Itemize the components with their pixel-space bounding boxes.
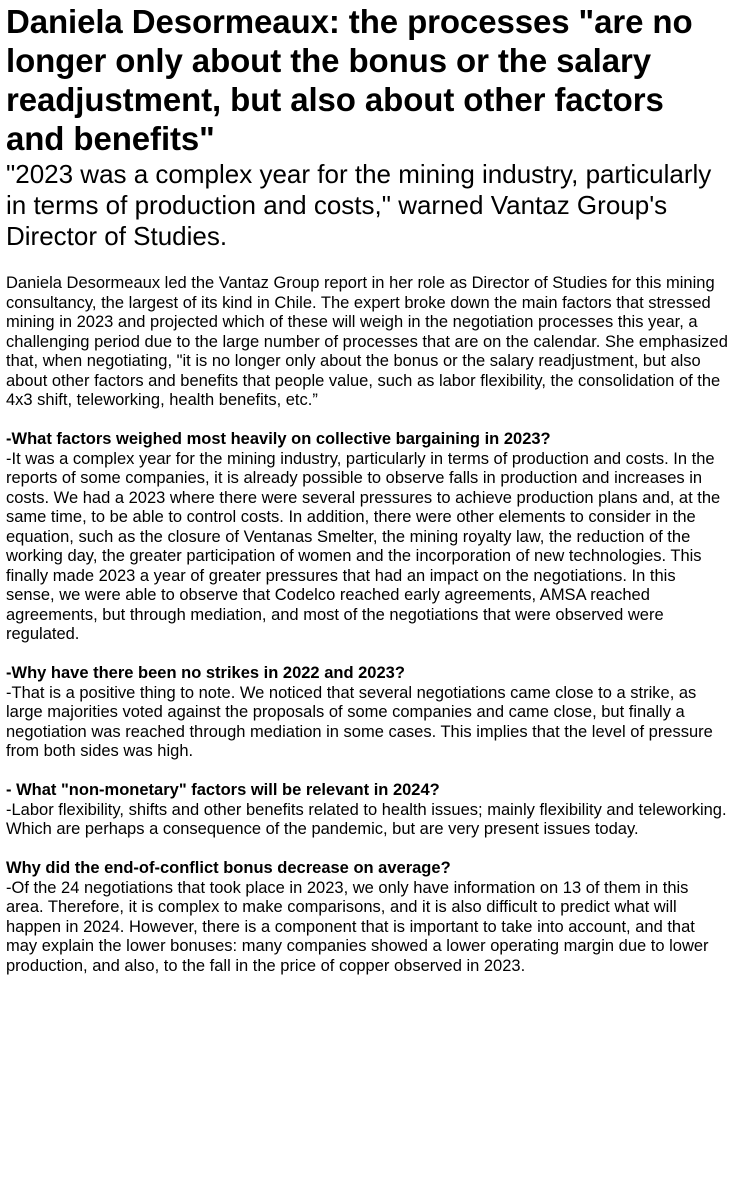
interview-answer: -That is a positive thing to note. We noticed that several negotiations came close to a strike, as large majorities voted against the proposals of some companies and came close, but finally a negotiation was reached through mediation in some cases. This implies that the level of pressure from both sides was high. <box>6 683 713 760</box>
article-headline: Daniela Desormeaux: the processes "are no longer only about the bonus or the salary readjustment, but also about other factors and benefits" <box>6 3 693 157</box>
qa-block <box>6 859 728 976</box>
interview-question: -Why have there been no strikes in 2022 and 2023? <box>6 664 405 682</box>
interview-question: - What "non-monetary" factors will be relevant in 2024? <box>6 781 440 799</box>
article-subtitle: "2023 was a complex year for the mining industry, particularly in terms of production and costs," warned Vantaz Group's Director of Studies. <box>6 159 712 251</box>
article-intro: Daniela Desormeaux led the Vantaz Group report in her role as Director of Studies for this mining consultancy, the largest of its kind in Chile. The expert broke down the main factors that stressed mining in 2023 and projected which of these will weigh in the negotiation processes this year, a challenging period due to the large number of processes that are on the calendar. She emphasized that, when negotiating, "it is no longer only about the bonus or the salary readjustment, but also about other factors and benefits that people value, such as labor flexibility, the consolidation of the 4x3 shift, teleworking, health benefits, etc.” <box>6 274 728 409</box>
qa-block <box>6 781 728 840</box>
article-body <box>6 274 728 976</box>
qa-block <box>6 430 728 645</box>
qa-block <box>6 664 728 762</box>
interview-answer: -Of the 24 negotiations that took place in 2023, we only have information on 13 of them in this area. Therefore, it is complex to make comparisons, and it is also difficult to predict what will happen in 2024. However, there is a component that is important to take into account, and that may explain the lower bonuses: many companies showed a lower operating margin due to lower production, and also, to the fall in the price of copper observed in 2023. <box>6 878 709 975</box>
interview-question: Why did the end-of-conflict bonus decrease on average? <box>6 859 451 877</box>
interview-question: -What factors weighed most heavily on collective bargaining in 2023? <box>6 430 551 448</box>
interview-answer: -Labor flexibility, shifts and other benefits related to health issues; mainly flexibility and teleworking. Which are perhaps a consequence of the pandemic, but are very present issues today. <box>6 800 727 838</box>
interview-answer: -It was a complex year for the mining industry, particularly in terms of production and costs. In the reports of some companies, it is already possible to observe falls in production and increases in costs. We had a 2023 where there were several pressures to achieve production plans and, at the same time, to be able to control costs. In addition, there were other elements to consider in the equation, such as the closure of Ventanas Smelter, the mining royalty law, the reduction of the working day, the greater participation of women and the incorporation of new technologies. This finally made 2023 a year of greater pressures that had an impact on the negotiations. In this sense, we were able to observe that Codelco reached early agreements, AMSA reached agreements, but through mediation, and most of the negotiations that were observed were regulated. <box>6 449 721 643</box>
